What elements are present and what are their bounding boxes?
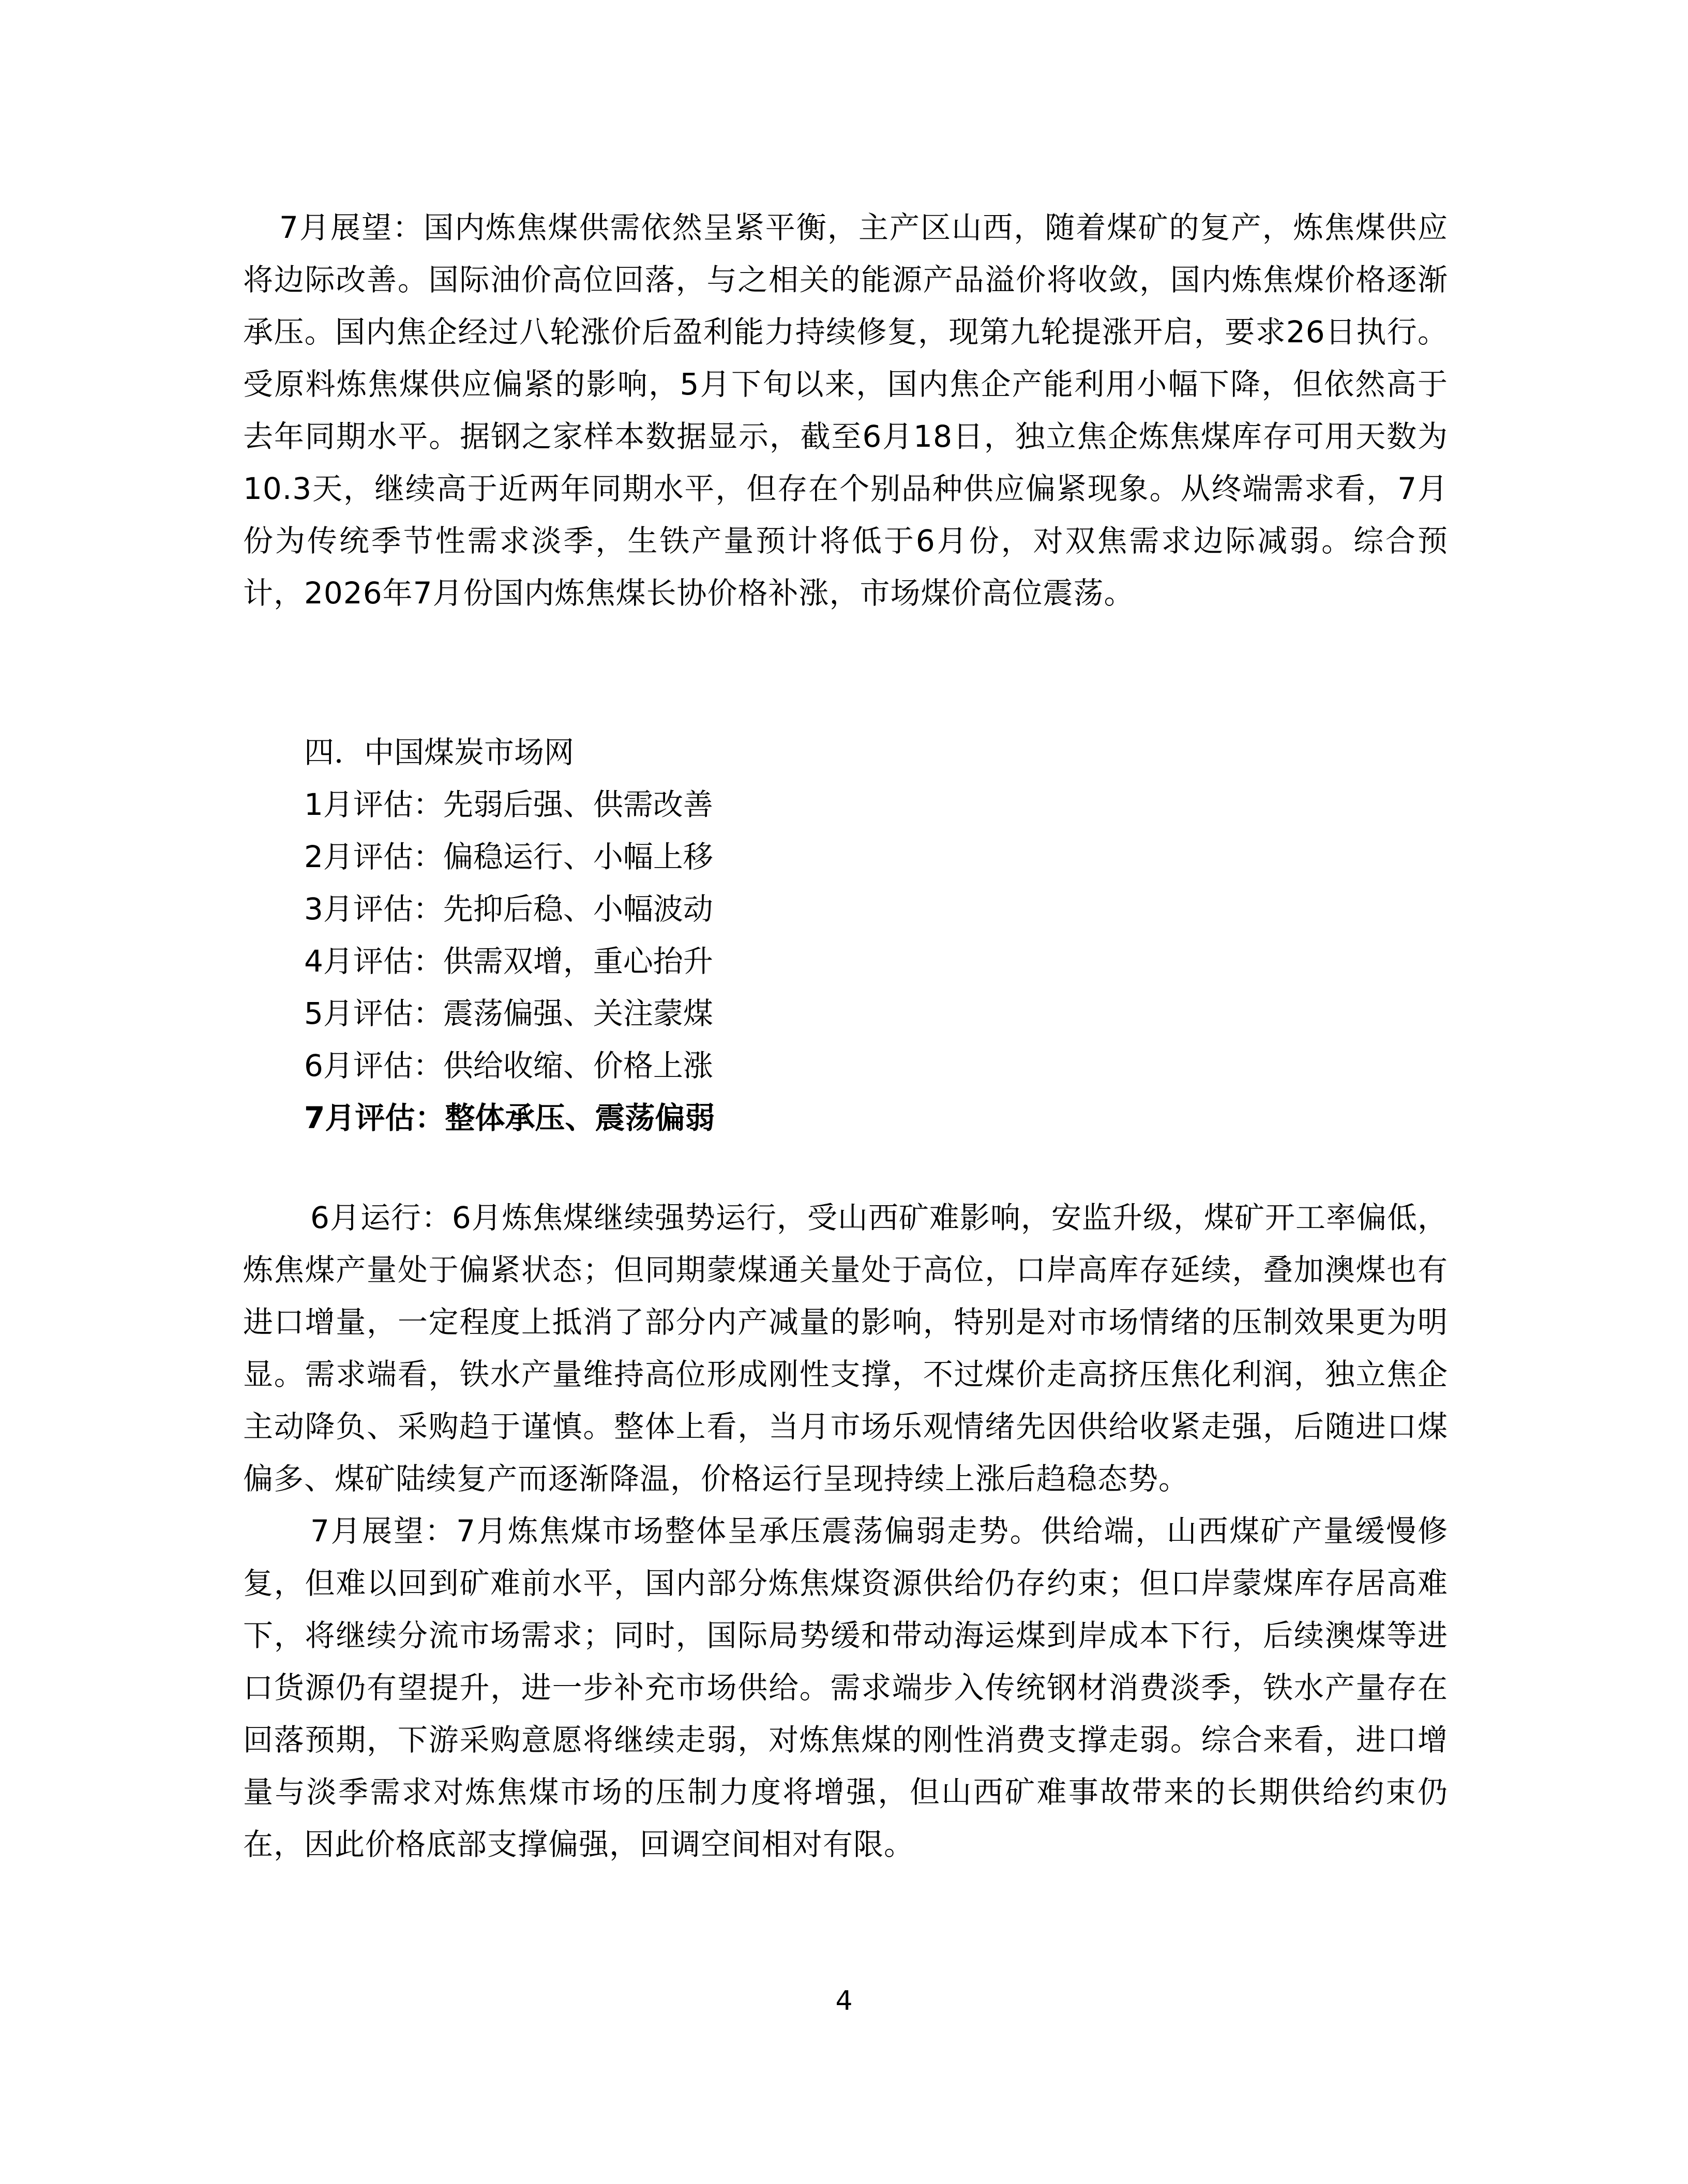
assessment-item: 1月评估：先弱后强、供需改善 — [304, 787, 713, 822]
page-number: 4 — [835, 1985, 853, 2016]
assessment-item: 6月评估：供给收缩、价格上涨 — [304, 1048, 713, 1083]
june-july-block — [243, 1192, 1448, 1871]
assessment-item: 4月评估：供需双增，重心抬升 — [304, 944, 713, 979]
assessment-item-current: 7月评估：整体承压、震荡偏弱 — [304, 1100, 715, 1135]
market-network-section — [304, 726, 715, 1144]
assessment-item: 2月评估：偏稳运行、小幅上移 — [304, 839, 713, 874]
july-outlook-block — [243, 202, 1448, 619]
july-outlook-paragraph-2: 7月展望：7月炼焦煤市场整体呈承压震荡偏弱走势。供给端，山西煤矿产量缓慢修复，但难以回到矿难前水平，国内部分炼焦煤资源供给仍存约束；但口岸蒙煤库存居高难下，将继续分流市场需求；同时，国际局势缓和带动海运煤到岸成本下行，后续澳煤等进口货源仍有望提升，进一步补充市场供给。需求端步入传统钢材消费淡季，铁水产量存在回落预期，下游采购意愿将继续走弱，对炼焦煤的刚性消费支撑走弱。综合来看，进口增量与淡季需求对炼焦煤市场的压制力度将增强，但山西矿难事故带来的长期供给约束仍在，因此价格底部支撑偏强，回调空间相对有限。 — [243, 1513, 1448, 1862]
assessment-item: 3月评估：先抑后稳、小幅波动 — [304, 891, 713, 927]
july-outlook-paragraph-1: 7月展望：国内炼焦煤供需依然呈紧平衡，主产区山西，随着煤矿的复产，炼焦煤供应将边际改善。国际油价高位回落，与之相关的能源产品溢价将收敛，国内炼焦煤价格逐渐承压。国内焦企经过八轮涨价后盈利能力持续修复，现第九轮提涨开启，要求26日执行。受原料炼焦煤供应偏紧的影响，5月下旬以来，国内焦企产能利用小幅下降，但依然高于去年同期水平。据钢之家样本数据显示，截至6月18日，独立焦企炼焦煤库存可用天数为10.3天，继续高于近两年同期水平，但存在个别品种供应偏紧现象。从终端需求看，7月份为传统季节性需求淡季，生铁产量预计将低于6月份，对双焦需求边际减弱。综合预计，2026年7月份国内炼焦煤长协价格补涨，市场煤价高位震荡。 — [243, 210, 1448, 611]
assessment-item: 5月评估：震荡偏强、关注蒙煤 — [304, 996, 713, 1031]
section-heading: 四．中国煤炭市场网 — [304, 735, 575, 770]
june-operation-paragraph: 6月运行：6月炼焦煤继续强势运行，受山西矿难影响，安监升级，煤矿开工率偏低，炼焦煤产量处于偏紧状态；但同期蒙煤通关量处于高位，口岸高库存延续，叠加澳煤也有进口增量，一定程度上抵消了部分内产减量的影响，特别是对市场情绪的压制效果更为明显。需求端看，铁水产量维持高位形成刚性支撑，不过煤价走高挤压焦化利润，独立焦企主动降负、采购趋于谨慎。整体上看，当月市场乐观情绪先因供给收紧走强，后随进口煤偏多、煤矿陆续复产而逐渐降温，价格运行呈现持续上涨后趋稳态势。 — [243, 1200, 1448, 1496]
